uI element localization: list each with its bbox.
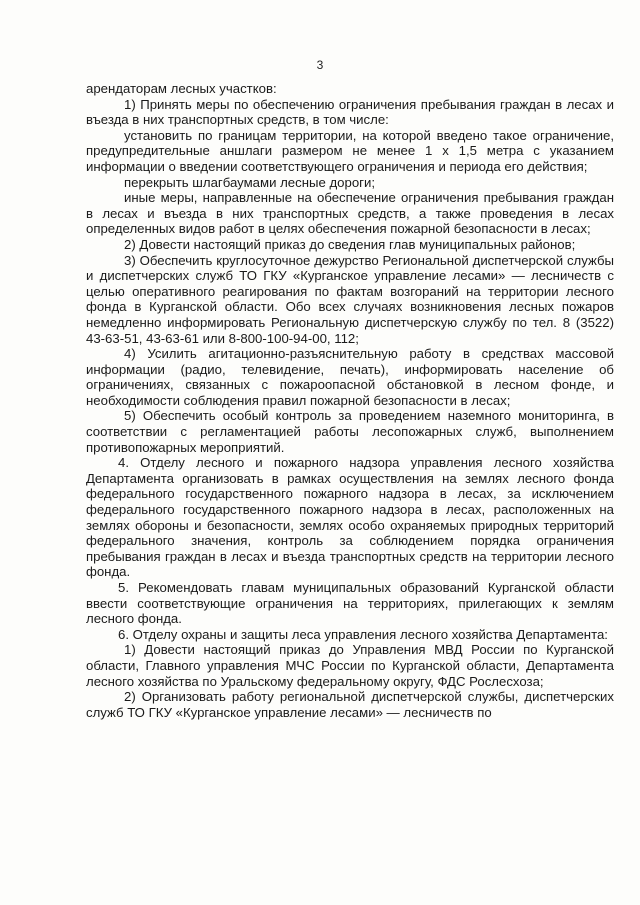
paragraph: арендаторам лесных участков: xyxy=(86,81,277,96)
paragraph: 3) Обеспечить круглосуточное дежурство Региональной диспетчерской службы и диспетчерских служб ТО ГКУ «Курганское управление лесами» — лесничеств с целью оперативного реагирования по фактам возгораний на территории лесного фонда в Курганской области. Обо всех случаях возникновения лесных пожаров немедленно информировать Региональную диспетчерскую службу по тел. 8 (3522) 43-63-51, 43-63-61 или 8-800-100-94-00, 112; xyxy=(86,252,614,346)
paragraph: 2) Организовать работу региональной диспетчерской службы, диспетчерских служб ТО ГКУ «Курганское управление лесами» — лесничеств по xyxy=(86,689,614,720)
page-number: 3 xyxy=(316,58,324,72)
paragraph: 4. Отделу лесного и пожарного надзора управления лесного хозяйства Департамента организовать в рамках осуществления на землях лесного фонда федерального государственного пожарного надзора в лесах, за исключением федерального государственного пожарного надзора в лесах, расположенных на землях обороны и безопасности, землях особо охраняемых природных территорий федерального значения, контроль за соблюдением порядка ограничения пребывания граждан в лесах и въезда транспортных средств на территории лесного фонда. xyxy=(86,455,614,580)
paragraph: перекрыть шлагбаумами лесные дороги; xyxy=(124,174,376,190)
paragraph: 1) Принять меры по обеспечению ограничения пребывания граждан в лесах и въезда в них транспортных средств, в том числе: xyxy=(86,96,614,128)
paragraph: 2) Довести настоящий приказ до сведения глав муниципальных районов; xyxy=(124,236,576,252)
paragraph: 4) Усилить агитационно-разъяснительную работу в средствах массовой информации (радио, телевидение, печать), информировать население об ограничениях, связанных с пожароопасной обстановкой в лесном фонде, и необходимости соблюдения правил пожарной безопасности в лесах; xyxy=(86,346,614,408)
paragraph: 5) Обеспечить особый контроль за проведением наземного мониторинга, в соответствии с регламентацией работы лесопожарных служб, выполнением противопожарных мероприятий. xyxy=(86,408,614,455)
paragraph: 6. Отделу охраны и защиты леса управления лесного хозяйства Департамента: xyxy=(118,626,608,642)
paragraph: 5. Рекомендовать главам муниципальных образований Курганской области ввести соответствующие ограничения на территориях, прилегающих к землям лесного фонда. xyxy=(86,580,614,627)
document-body xyxy=(86,81,614,720)
paragraph: установить по границам территории, на которой введено такое ограничение, предупредительные аншлаги размером не менее 1 х 1,5 метра с указанием информации о введении соответствующего ограничения и периода его действия; xyxy=(86,127,614,174)
paragraph: 1) Довести настоящий приказ до Управления МВД России по Курганской области, Главного управления МЧС России по Курганской области, Департамента лесного хозяйства по Уральскому федеральному округу, ФДС Рослесхоза; xyxy=(86,642,614,689)
paragraph: иные меры, направленные на обеспечение ограничения пребывания граждан в лесах и въезда в них транспортных средств, а также проведения в лесах определенных видов работ в целях обеспечения пожарной безопасности в лесах; xyxy=(86,190,614,237)
